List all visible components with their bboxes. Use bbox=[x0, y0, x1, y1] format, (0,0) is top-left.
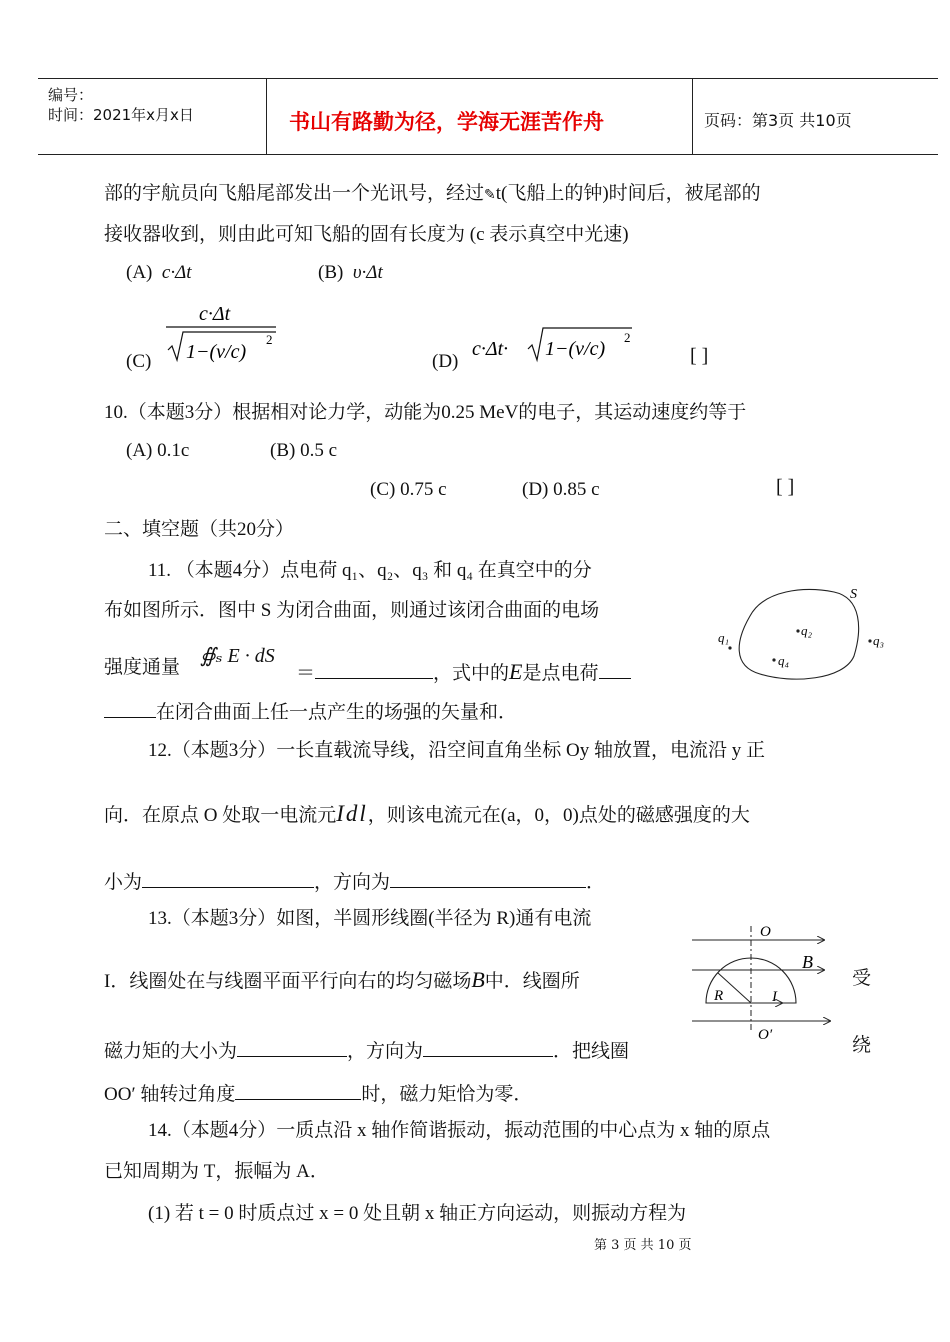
q12-line2-a: 向．在原点 O 处取一电流元 bbox=[104, 805, 337, 826]
q9-option-c-denominator: 1−(v/c) bbox=[186, 341, 247, 363]
q13-line4-a: OO′ 轴转过角度 bbox=[104, 1083, 236, 1105]
q14-line1: 14.（本题4分）一质点沿 x 轴作简谐振动，振动范围的中心点为 x 轴的原点 bbox=[148, 1120, 771, 1141]
q11-flux-expression: ∯ₛ E · dS bbox=[200, 645, 275, 667]
q13-blank-torque[interactable] bbox=[237, 1036, 347, 1057]
q9-option-d-expr-a: c·Δt· bbox=[472, 338, 509, 360]
q12-blank-direction[interactable] bbox=[390, 867, 586, 888]
charge-q1-dot bbox=[728, 646, 731, 649]
fig-label-B: B bbox=[802, 952, 813, 972]
header-divider-2 bbox=[692, 78, 693, 155]
q13-line4 bbox=[104, 1079, 532, 1104]
q13-line3-end: 绕 bbox=[852, 1035, 872, 1056]
q10-answer-bracket: [ ] bbox=[776, 476, 795, 498]
q9-option-a-expr: c·Δt bbox=[161, 262, 192, 283]
q13-blank-angle[interactable] bbox=[235, 1079, 361, 1100]
q11-line3-d: 是点电荷 bbox=[522, 662, 599, 684]
q9-line1-a: 部的宇航员向飞船尾部发出一个光讯号，经过 bbox=[104, 183, 485, 204]
q13-line2-end: 受 bbox=[852, 968, 872, 989]
q11-blank-2a[interactable] bbox=[599, 658, 631, 679]
charge-q4-dot bbox=[772, 658, 775, 661]
header-motto: 书山有路勤为径，学海无涯苦作舟 bbox=[289, 110, 604, 134]
q13-line2-a: I．线圈处在与线圈平面平行向右的均匀磁场 bbox=[104, 971, 472, 992]
q12-line3-c: ． bbox=[586, 871, 606, 893]
q11-line3-a: 强度通量 bbox=[104, 657, 181, 678]
fig-label-q2: q₂ bbox=[801, 623, 813, 638]
q12-line2 bbox=[104, 802, 750, 825]
q11-equals: ＝ bbox=[296, 662, 316, 684]
q12-line1: 12.（本题3分）一长直载流导线，沿空间直角坐标 Oy 轴放置，电流沿 y 正 bbox=[148, 740, 765, 761]
header-number-label: 编号： bbox=[48, 86, 94, 104]
q12-line3-b: ，方向为 bbox=[314, 871, 391, 893]
fig-label-q3: q₃ bbox=[873, 633, 885, 648]
fig-label-q1: q₁ bbox=[718, 630, 730, 645]
q9-option-d-expr-b: 1−(v/c) bbox=[545, 338, 606, 360]
q13-line2-b: 中．线圈所 bbox=[484, 971, 580, 992]
q9-option-c-formula bbox=[164, 298, 284, 368]
q10-option-b: (B) 0.5 c bbox=[270, 440, 338, 461]
hand-pointer-icon: ✎ bbox=[484, 188, 496, 203]
fig-label-O-prime: O′ bbox=[758, 1027, 773, 1043]
fig-label-R: R bbox=[714, 988, 724, 1004]
charge-q2-dot bbox=[796, 629, 799, 632]
q9-option-b-label: (B) bbox=[318, 262, 344, 283]
q9-line1-b: t(飞船上的钟)时间后，被尾部的 bbox=[495, 183, 761, 204]
charge-q3-dot bbox=[868, 639, 871, 642]
q10-stem: 10.（本题3分）根据相对论力学，动能为0.25 MeV的电子，其运动速度约等于 bbox=[104, 402, 747, 423]
q12-current-element: Idl bbox=[336, 801, 368, 826]
q9-option-c-numerator: c·Δt bbox=[199, 303, 231, 325]
header-divider-1 bbox=[266, 78, 267, 155]
q10-option-c: (C) 0.75 c bbox=[370, 479, 447, 500]
q9-option-d-formula bbox=[470, 322, 650, 368]
header-page-label: 页码：第3页 共10页 bbox=[704, 111, 852, 130]
fig-label-q4: q₄ bbox=[778, 653, 790, 668]
q13-line1: 13.（本题3分）如图，半圆形线圈(半径为 R)通有电流 bbox=[148, 908, 592, 929]
section2-title: 二、填空题（共20分） bbox=[104, 519, 295, 540]
q9-line1 bbox=[104, 184, 761, 203]
q9-option-c-exponent: 2 bbox=[266, 332, 273, 347]
q9-option-c-label: (C) bbox=[126, 351, 152, 372]
q13-line3-c: ．把线圈 bbox=[553, 1040, 630, 1062]
fig-label-O: O bbox=[760, 924, 771, 940]
q11-line4-text: 在闭合曲面上任一点产生的场强的矢量和． bbox=[156, 701, 518, 723]
q9-option-b bbox=[318, 263, 383, 282]
q14-line3: (1) 若 t = 0 时质点过 x = 0 处且朝 x 轴正方向运动，则振动方程为 bbox=[148, 1203, 687, 1224]
closed-surface-S bbox=[739, 590, 858, 680]
footer-page-number: 第 3 页 共 10 页 bbox=[594, 1238, 692, 1253]
q9-line2: 接收器收到，则由此可知飞船的固有长度为 (c 表示真空中光速) bbox=[104, 224, 629, 245]
q12-line3 bbox=[104, 867, 605, 892]
q11-line2: 布如图所示．图中 S 为闭合曲面，则通过该闭合曲面的电场 bbox=[104, 600, 600, 621]
q11-line1: 11. （本题4分）点电荷 q₁、q₂、q₃ 和 q₄ 在真空中的分 bbox=[148, 560, 592, 581]
q11-blank-1[interactable] bbox=[315, 658, 433, 679]
q12-line3-a: 小为 bbox=[104, 871, 143, 893]
q12-blank-magnitude[interactable] bbox=[142, 867, 314, 888]
header-top-rule bbox=[38, 78, 938, 79]
q13-line2 bbox=[104, 969, 580, 991]
fig-label-I: I bbox=[772, 989, 777, 1005]
q9-option-a bbox=[126, 263, 192, 282]
q13-B-field: B bbox=[471, 967, 485, 992]
q13-blank-direction[interactable] bbox=[423, 1036, 553, 1057]
q11-line4 bbox=[104, 697, 517, 722]
q9-answer-bracket: [ ] bbox=[690, 345, 709, 367]
q11-line3-rest bbox=[296, 658, 631, 683]
q13-line3-b: ，方向为 bbox=[347, 1040, 424, 1062]
q10-option-a: (A) 0.1c bbox=[126, 440, 190, 461]
q12-line2-b: ，则该电流元在(a，0，0)点处的磁感强度的大 bbox=[367, 805, 750, 826]
q11-E-vector: E bbox=[509, 658, 523, 684]
q10-option-d: (D) 0.85 c bbox=[522, 479, 600, 500]
q9-option-a-label: (A) bbox=[126, 262, 153, 283]
q11-line3 bbox=[104, 658, 180, 677]
fig-label-S: S bbox=[850, 587, 857, 602]
q9-option-d-exponent: 2 bbox=[624, 330, 631, 345]
q9-option-b-expr: υ·Δt bbox=[352, 262, 383, 283]
header-time: 时间：2021年x月x日 bbox=[48, 106, 194, 124]
q13-line4-b: 时，磁力矩恰为零． bbox=[361, 1083, 533, 1105]
q11-blank-2b[interactable] bbox=[104, 697, 156, 718]
q13-line3-a: 磁力矩的大小为 bbox=[104, 1040, 238, 1062]
q14-line2: 已知周期为 T，振幅为 A． bbox=[104, 1161, 329, 1182]
header-bottom-rule bbox=[38, 154, 938, 155]
q11-line3-c: ，式中的 bbox=[433, 662, 510, 684]
q13-figure bbox=[690, 918, 840, 1044]
q13-line3 bbox=[104, 1036, 629, 1061]
q9-option-d-label: (D) bbox=[432, 351, 459, 372]
q11-figure bbox=[712, 580, 892, 690]
